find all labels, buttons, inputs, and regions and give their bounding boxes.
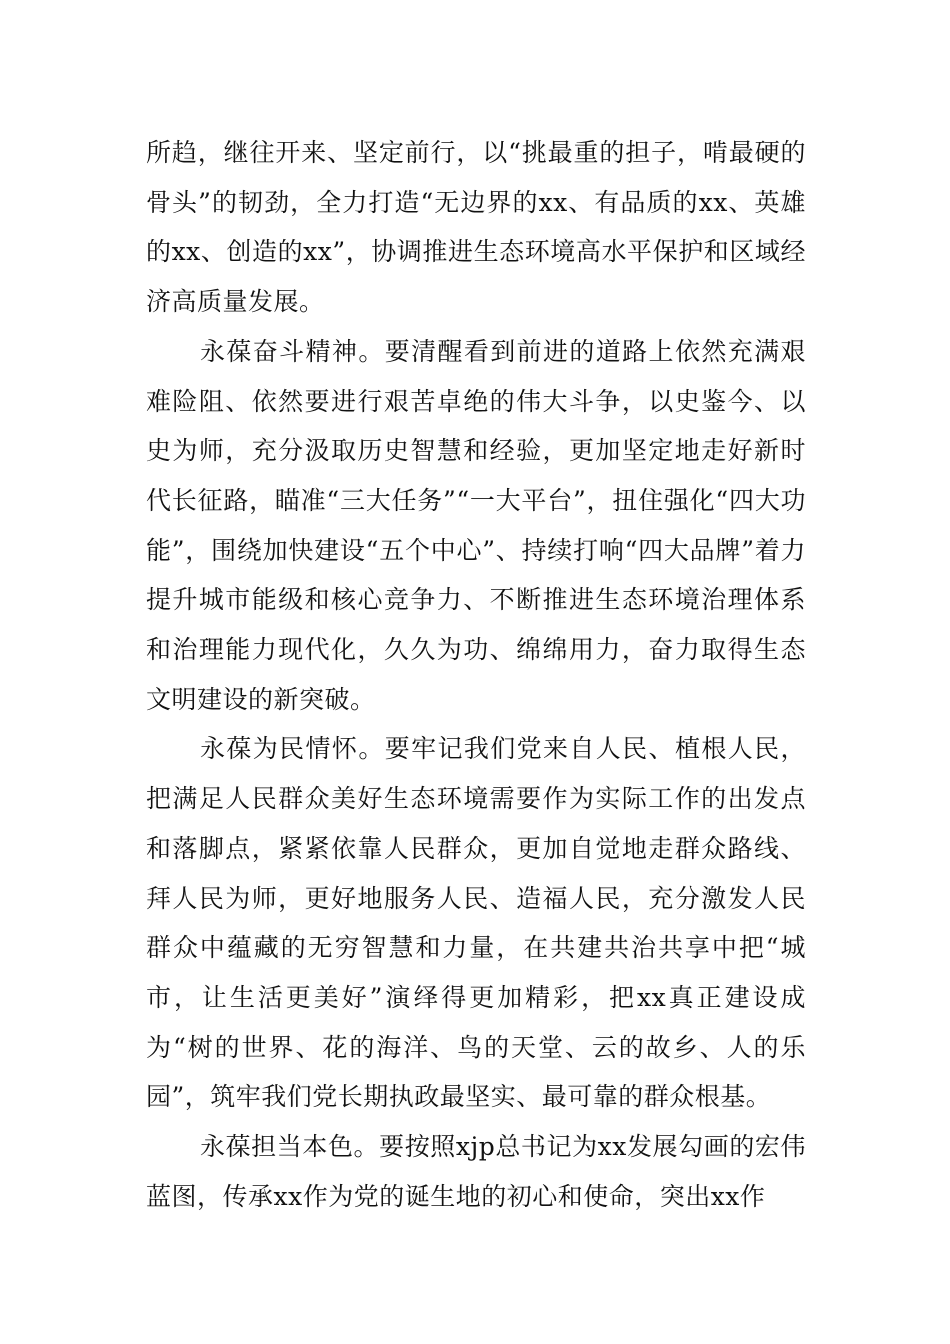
paragraph-people-sentiment: 永葆为民情怀。要牢记我们党来自人民、植根人民，把满足人民群众美好生态环境需要作为实际工作的出发点和落脚点，紧紧依靠人民群众，更加自觉地走群众路线、拜人民为师，更好地服务人民、造福人民，充分激发人民群众中蕴藏的无穷智慧和力量，在共建共治共享中把“城市，让生活更美好”演绎得更加精彩，把xx真正建设成为“树的世界、花的海洋、鸟的天堂、云的故乡、人的乐园”，筑牢我们党长期执政最坚实、最可靠的群众根基。 [146, 734, 806, 1112]
paragraph-continuation: 所趋，继往开来、坚定前行，以“挑最重的担子，啃最硬的骨头”的韧劲，全力打造“无边界的xx、有品质的xx、英雄的xx、创造的xx”，协调推进生态环境高水平保护和区域经济高质量发展。 [146, 138, 806, 317]
document-body [146, 128, 806, 1221]
paragraph-responsibility: 永葆担当本色。要按照xjp总书记为xx发展勾画的宏伟蓝图，传承xx作为党的诞生地的初心和使命，突出xx作 [146, 1132, 806, 1211]
paragraph-struggle-spirit: 永葆奋斗精神。要清醒看到前进的道路上依然充满艰难险阻、依然要进行艰苦卓绝的伟大斗争，以史鉴今、以史为师，充分汲取历史智慧和经验，更加坚定地走好新时代长征路，瞄准“三大任务”“一大平台”，扭住强化“四大功能”，围绕加快建设“五个中心”、持续打响“四大品牌”着力提升城市能级和核心竞争力、不断推进生态环境治理体系和治理能力现代化，久久为功、绵绵用力，奋力取得生态文明建设的新突破。 [146, 336, 806, 714]
